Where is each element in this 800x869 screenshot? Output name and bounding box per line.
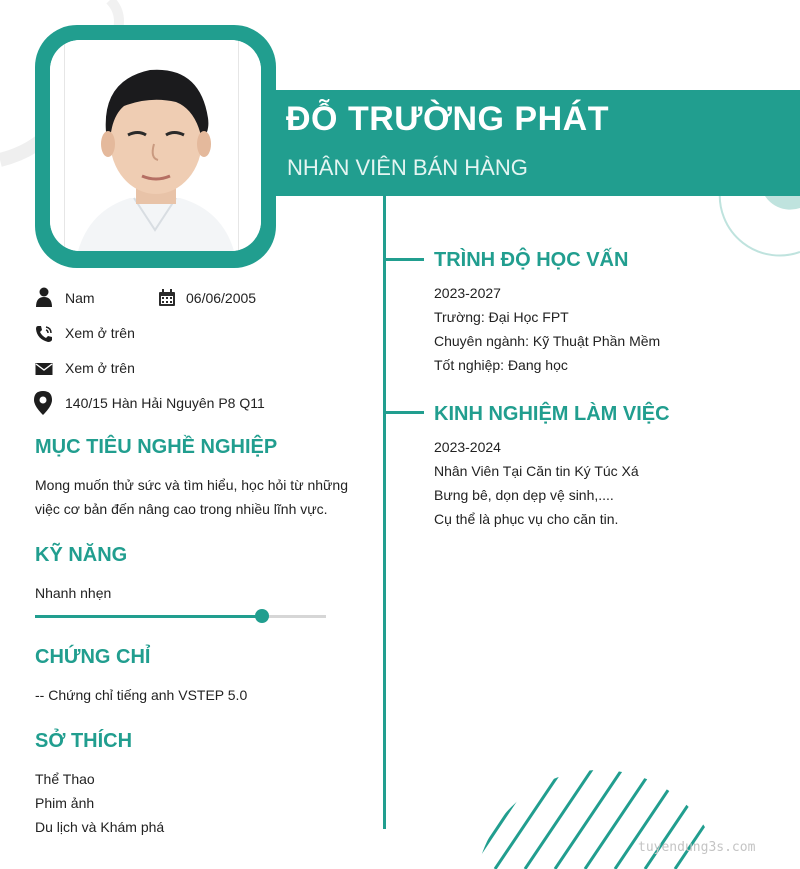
full-name: ĐỖ TRƯỜNG PHÁT [286, 100, 609, 138]
phone-icon [35, 324, 53, 344]
avatar [50, 40, 261, 251]
experience-line: Nhân Viên Tại Căn tin Ký Túc Xá [434, 463, 639, 479]
skill-bar-fill [35, 615, 262, 618]
map-pin-icon [33, 390, 53, 416]
experience-line: Bưng bê, dọn dẹp vệ sinh,.... [434, 487, 614, 503]
watermark: tuyendung3s.com [638, 840, 756, 855]
hobbies-title: SỞ THÍCH [35, 730, 133, 752]
objective-line-2: việc cơ bản đến nâng cao trong nhiều lĩnh vực. [35, 501, 328, 517]
education-title: TRÌNH ĐỘ HỌC VẤN [434, 249, 629, 271]
education-line: Tốt nghiệp: Đang học [434, 357, 568, 373]
skill-bar-knob [255, 609, 269, 623]
certificate-item: -- Chứng chỉ tiếng anh VSTEP 5.0 [35, 687, 248, 703]
timeline-line [383, 196, 386, 829]
hobby-item: Du lịch và Khám phá [35, 819, 165, 835]
address-value: 140/15 Hàn Hải Nguyên P8 Q11 [65, 395, 265, 411]
person-icon [35, 287, 53, 307]
education-line: Trường: Đại Học FPT [434, 309, 569, 325]
experience-title: KINH NGHIỆM LÀM VIỆC [434, 403, 670, 425]
envelope-icon [35, 359, 53, 379]
objective-line-1: Mong muốn thử sức và tìm hiểu, học hỏi từ những [35, 477, 348, 493]
portrait-photo [50, 40, 261, 251]
skill-name: Nhanh nhẹn [35, 585, 112, 601]
education-line: 2023-2027 [434, 285, 501, 301]
hobby-item: Thể Thao [35, 771, 95, 787]
timeline-tick-experience [384, 411, 424, 414]
timeline-tick-education [384, 258, 424, 261]
objective-title: MỤC TIÊU NGHỀ NGHIỆP [35, 436, 278, 458]
hobby-item: Phim ảnh [35, 795, 95, 811]
experience-line: 2023-2024 [434, 439, 501, 455]
experience-line: Cụ thể là phục vụ cho căn tin. [434, 511, 619, 527]
skills-title: KỸ NĂNG [35, 544, 128, 566]
education-line: Chuyên ngành: Kỹ Thuật Phần Mềm [434, 333, 661, 349]
phone-value: Xem ở trên [65, 325, 135, 341]
gender-value: Nam [65, 290, 95, 306]
email-value: Xem ở trên [65, 360, 135, 376]
certificates-title: CHỨNG CHỈ [35, 646, 151, 668]
birthday-value: 06/06/2005 [186, 290, 257, 306]
job-title: NHÂN VIÊN BÁN HÀNG [287, 155, 528, 180]
calendar-icon [158, 288, 176, 308]
